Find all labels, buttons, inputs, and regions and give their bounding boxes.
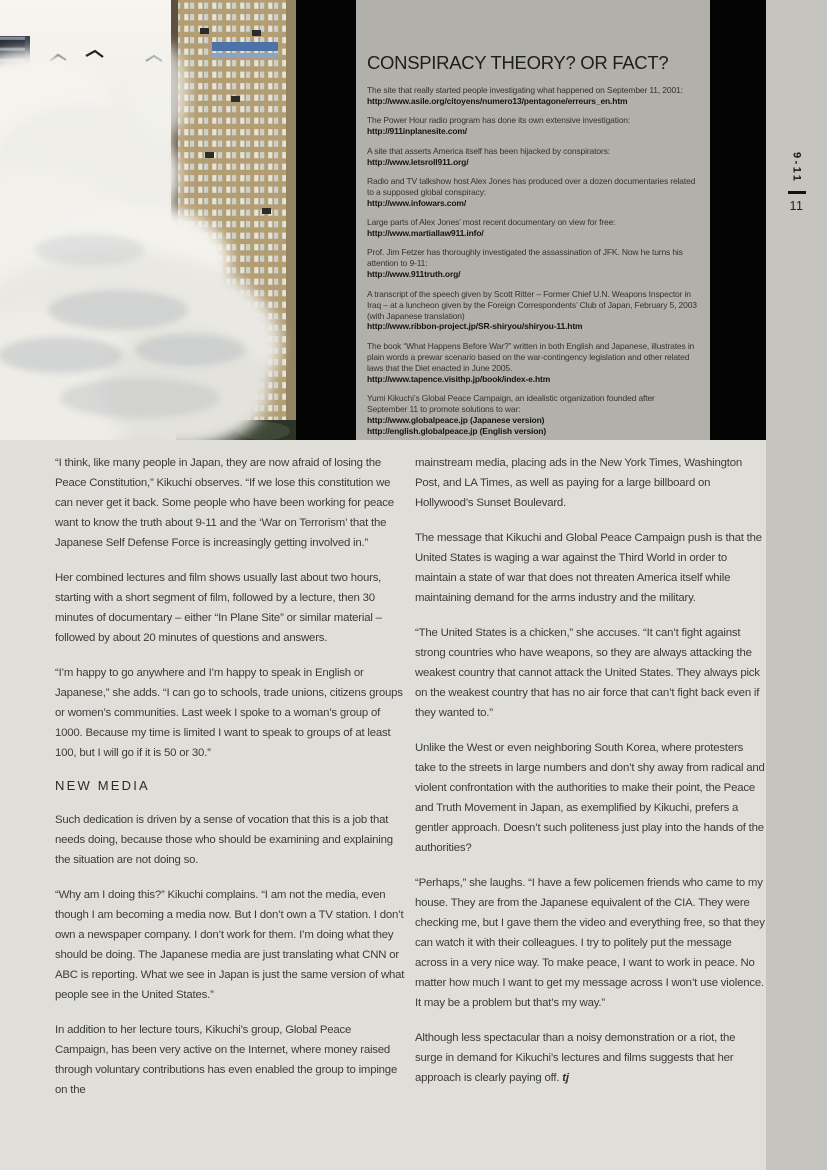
resource-entry <box>367 393 697 437</box>
article-paragraph: Although less spectacular than a noisy demonstration or a riot, the surge in demand for Kikuchi’s lectures and films suggests that her approach is clearly paying off. tj <box>415 1032 736 1084</box>
resource-links <box>367 96 697 107</box>
article-paragraph: The message that Kikuchi and Global Peace Campaign push is that the United States is waging a war against the Third World in order to maintain a state of war that does not threaten America itself while maintaining demand for the arms industry and the military. <box>415 532 762 604</box>
resource-entry <box>367 146 697 168</box>
section-heading: NEW MEDIA <box>55 778 150 793</box>
resource-links <box>367 269 697 280</box>
resource-entry <box>367 115 697 137</box>
resource-entry <box>367 176 697 209</box>
resource-url[interactable]: http://www.martiallaw911.info/ <box>367 228 484 239</box>
article-paragraph: “I think, like many people in Japan, they are now afraid of losing the Peace Constitution,” Kikuchi observes. “If we lose this constitution we can never get it back. Some people who have been working for peace want to know the truth about 9-11 and the ‘War on Terrorism’ that the Japanese Self Defense Force is increasingly getting involved in.” <box>55 457 394 549</box>
article-paragraph: “Perhaps,” she laughs. “I have a few policemen friends who came to my house. They are from the Japanese equivalent of the CIA. They were checking me, but I gave them the video and everything free, so that they can watch it with their colleagues. I try to politely put the message across in a very nice way. To make peace, I want to work in peace. No matter how much I want to get my message across I won’t use violence. It may be a problem but that’s my way.” <box>415 877 765 1009</box>
end-of-article-mark: tj <box>562 1072 569 1084</box>
resource-url[interactable]: http://www.911truth.org/ <box>367 269 461 280</box>
resource-url[interactable]: http://www.letsroll911.org/ <box>367 156 469 167</box>
black-band-left <box>296 0 356 440</box>
resource-description: The site that really started people investigating what happened on September 11, 2001: <box>367 85 683 95</box>
infobox-title: CONSPIRACY THEORY? OR FACT? <box>367 52 669 73</box>
resource-links <box>367 321 697 332</box>
page-number: 11 <box>789 198 804 213</box>
building-sign <box>212 42 278 58</box>
resource-description: Prof. Jim Fetzer has thoroughly investigated the assassination of JFK. Now he turns his attention to 9-11: <box>367 247 683 269</box>
article-paragraph: “Why am I doing this?” Kikuchi complains. “I am not the media, even though I am becoming a media now. But I don’t own a TV station. I don’t own a newspaper company. I don’t work for them. I’m doing what they should be doing. The Japanese media are just translating what CNN or ABC is reporting. What we see in Japan is just the same version of what people see in the United States.” <box>55 889 405 1001</box>
divider-rule <box>788 191 806 194</box>
resource-links <box>367 126 697 137</box>
resource-description: The book “What Happens Before War?” written in both English and Japanese, illustrates in plain words a prewar scenario based on the war-contingency legislation and other related laws that the Diet enacted in June 2005. <box>367 340 695 373</box>
resource-links <box>367 374 697 385</box>
resource-url[interactable]: http://english.globalpeace.jp (English version) <box>367 425 547 436</box>
resource-entry <box>367 247 697 280</box>
resource-description: Large parts of Alex Jones’ most recent documentary on view for free: <box>367 217 616 228</box>
section-label: 9-11 <box>790 152 803 184</box>
column-right <box>415 453 765 1103</box>
article-paragraph: “The United States is a chicken,” she accuses. “It can’t fight against strong countries who have weapons, so they are always attacking the weakest country that cannot attack the United States. They always pick on the weakest country that has no air force that can’t fight back even if they wanted to.” <box>415 627 760 719</box>
article-paragraph: Such dedication is driven by a sense of vocation that this is a job that needs doing, because those who should be examining and explaining the situation are not doing so. <box>55 814 393 866</box>
resource-description: A site that asserts America itself has been hijacked by conspirators: <box>367 145 610 156</box>
article <box>0 440 766 1170</box>
resource-url[interactable]: http://www.infowars.com/ <box>367 197 467 208</box>
article-paragraph: In addition to her lecture tours, Kikuchi’s group, Global Peace Campaign, has been very active on the Internet, where money raised through voluntary contributions has even enabled the group to impinge on the <box>55 1024 398 1096</box>
resource-description: Radio and TV talkshow host Alex Jones has produced over a dozen documentaries related to a supposed global conspiracy: <box>367 175 696 197</box>
infobox-entries <box>367 85 697 437</box>
resource-links <box>367 198 697 209</box>
side-strip <box>766 0 827 1170</box>
resource-url[interactable]: http://www.tapence.visithp.jp/book/index-e.htm <box>367 373 551 384</box>
resource-url[interactable]: http://www.asile.org/citoyens/numero13/pentagone/erreurs_en.htm <box>367 95 628 106</box>
resource-entry <box>367 289 697 333</box>
article-paragraph: mainstream media, placing ads in the New York Times, Washington Post, and LA Times, as well as paying for a large billboard on Hollywood’s Sunset Boulevard. <box>415 457 742 509</box>
top-band <box>0 0 766 440</box>
resource-url[interactable]: http://www.globalpeace.jp (Japanese version) <box>367 414 545 425</box>
resource-entry <box>367 341 697 385</box>
resource-url[interactable]: http://911inplanesite.com/ <box>367 126 468 137</box>
column-left <box>55 453 405 1115</box>
resource-links <box>367 157 697 168</box>
resource-links <box>367 228 697 239</box>
resource-links <box>367 415 697 437</box>
black-band-right <box>710 0 766 440</box>
resource-description: The Power Hour radio program has done its own extensive investigation: <box>367 115 631 126</box>
dust-cloud-photo-art <box>0 0 296 440</box>
section-marker <box>766 152 827 213</box>
article-paragraph: “I’m happy to go anywhere and I’m happy to speak in English or Japanese,” she adds. “I can go to schools, trade unions, citizens groups or women’s communities. Last week I spoke to a woman’s group of 1000. Because my time is limited I want to speak to groups of at least 100, but I will go if it is 50 or 30.” <box>55 667 403 759</box>
dust-cloud-photo <box>0 0 296 440</box>
article-paragraph: Unlike the West or even neighboring South Korea, where protesters take to the streets in large numbers and don’t shy away from radical and violent confrontation with the authorities to make their point, the Peace and Truth Movement in Japan, as exemplified by Kikuchi, prefers a gentler approach. Doesn’t such politeness just play into the hands of the authorities? <box>415 742 765 854</box>
infobox <box>356 0 710 440</box>
resource-description: Yumi Kikuchi’s Global Peace Campaign, an idealistic organization founded after September 11 to promote solutions to war: <box>367 392 655 414</box>
resource-entry <box>367 85 697 107</box>
resource-url[interactable]: http://www.ribbon-project.jp/SR-shiryou/shiryou-11.htm <box>367 321 583 332</box>
resource-description: A transcript of the speech given by Scott Ritter – Former Chief U.N. Weapons Inspector in Iraq – at a luncheon given by the Foreign Correspondents’ Club of Japan, February 5, 2003 (with Japanese translation) <box>367 288 697 321</box>
resource-entry <box>367 217 697 239</box>
article-paragraph: Her combined lectures and film shows usually last about two hours, starting with a short segment of film, followed by a lecture, then 30 minutes of documentary – either “In Plane Site” or similar material – followed by about 20 minutes of questions and answers. <box>55 572 382 644</box>
